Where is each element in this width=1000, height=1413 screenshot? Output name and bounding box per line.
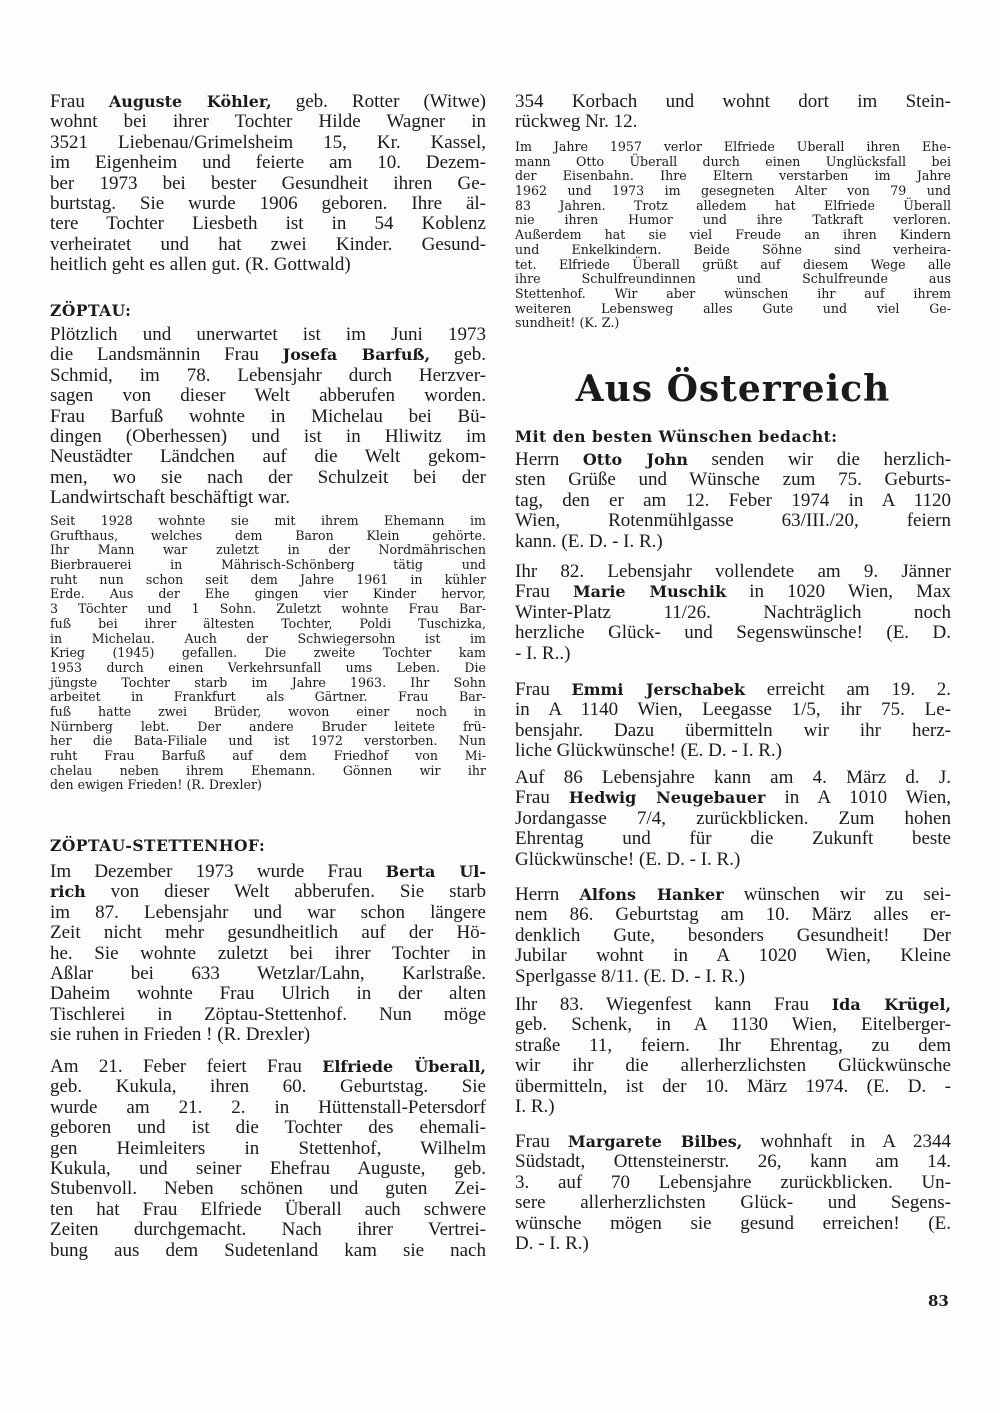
paragraph <box>515 450 951 552</box>
text-line: gen Heimleiters in Stettenhof, Wilhelm <box>50 1137 486 1159</box>
text-line: sundheit! (K. Z.) <box>515 315 620 331</box>
text-line: Grufthaus, welches dem Baron Klein gehörte. <box>50 527 486 543</box>
text-line: arbeitet in Frankfurt als Gärtner. Frau Bar- <box>50 689 486 705</box>
text-line: rich von dieser Welt abberufen. Sie starb <box>50 881 486 903</box>
text-line: Aßlar bei 633 Wetzlar/Lahn, Karlstraße. <box>50 962 486 984</box>
paragraph <box>515 1132 951 1254</box>
text-line: Frau Margarete Bilbes, wohnhaft in A 2344 <box>515 1131 952 1152</box>
text-line: bensjahr. Dazu übermitteln wir ihr herz- <box>515 719 951 741</box>
text-line: Zeit nicht mehr gesundheitlich auf der Hö- <box>50 922 486 944</box>
text-line: Ehrentag und für die Zukunft beste <box>515 828 951 850</box>
text-line: im Eigenheim und feierte am 10. Dezem- <box>50 152 486 174</box>
text-line: die Landsmännin Frau Josefa Barfuß, geb. <box>50 344 487 366</box>
text-line: Bierbrauerei in Mährisch-Schönberg tätig und <box>50 557 486 573</box>
text-line: übermitteln, ist der 10. März 1974. (E. D. - <box>515 1075 951 1097</box>
paragraph <box>515 768 951 870</box>
text-line: Außerdem hat sie viel Freude an ihren Kindern <box>515 227 951 243</box>
text-line: Winter-Platz 11/26. Nachträglich noch <box>515 601 951 623</box>
text-line: den ewigen Frieden! (R. Drexler) <box>50 777 262 793</box>
section-heading <box>50 836 486 856</box>
text-line: Herrn Alfons Hanker wünschen wir zu sei- <box>515 884 951 905</box>
text-line: Tischlerei in Zöptau-Stettenhof. Nun möge <box>50 1003 486 1025</box>
text-line: weiteren Lebensweg alles Gute und viel Ge- <box>515 300 951 316</box>
text-line: tag, den er am 12. Feber 1974 in A 1120 <box>515 489 951 511</box>
text-line: Am 21. Feber feiert Frau Elfriede Überall, <box>50 1056 486 1077</box>
person-name: Otto John <box>582 450 688 469</box>
text-line: sten Grüße und Wünsche zum 75. Geburts- <box>515 469 951 491</box>
paragraph <box>515 562 951 664</box>
text-line: Nürnberg lebt. Der andere Bruder leitete frü- <box>50 718 486 734</box>
text-line: Ihr 82. Lebensjahr vollendete am 9. Jänner <box>515 561 951 582</box>
person-name: Elfriede Überall, <box>322 1057 486 1076</box>
text-line: Daheim wohnte Frau Ulrich in der alten <box>50 983 486 1005</box>
text-line: geb. Kukula, ihren 60. Geburtstag. Sie <box>50 1076 486 1098</box>
text-line: ihre Schulfreundinnen und Schulfreunde aus <box>515 271 951 287</box>
person-name: Hedwig Neugebauer <box>568 788 766 808</box>
text-line: her die Bata-Filiale und ist 1972 verstorben. Nun <box>50 733 486 749</box>
text-line: 354 Korbach und wohnt dort im Stein- <box>515 91 951 112</box>
text-line: sere allerherzlichsten Glück- und Segens- <box>515 1192 951 1214</box>
text-line: Stubenvoll. Neben schönen und guten Zei- <box>50 1178 486 1200</box>
paragraph <box>50 862 486 1046</box>
text-line: sagen von dieser Welt abberufen worden. <box>50 385 486 407</box>
text-line: wohnt bei ihrer Tochter Hilde Wagner in <box>50 111 486 133</box>
text-line: Frau Marie Muschik in 1020 Wien, Max <box>515 581 952 603</box>
text-line: Neustädter Ländchen auf die Welt gekom- <box>50 446 486 468</box>
text-line: tere Tochter Liesbeth ist in 54 Koblenz <box>50 213 486 235</box>
text-line: Sperlgasse 8/11. (E. D. - I. R.) <box>515 965 745 987</box>
text-line: Erde. Aus der Ehe gingen vier Kinder hervor, <box>50 586 486 602</box>
section-heading <box>50 301 486 321</box>
person-name: rich <box>50 882 86 902</box>
text-line: Seit 1928 wohnte sie mit ihrem Ehemann im <box>50 513 486 528</box>
person-name: Josefa Barfuß, <box>282 345 431 365</box>
person-name: Marie Muschik <box>572 582 727 602</box>
text-line: nem 86. Geburtstag am 10. März alles er- <box>515 904 951 926</box>
text-line: chelau neben ihrem Ehemann. Gönnen wir ihr <box>50 762 486 778</box>
text-line: in Michelau. Auch der Schwiegersohn ist im <box>50 630 486 646</box>
text-line: Im Jahre 1957 verlor Elfriede Uberall ihren Ehe- <box>515 139 951 154</box>
section-title: Aus Österreich <box>575 368 891 410</box>
text-line: kann. (E. D. - I. R.) <box>515 530 663 552</box>
text-line: 3521 Liebenau/Grimelsheim 15, Kr. Kassel, <box>50 131 486 153</box>
small-print-paragraph <box>50 514 486 793</box>
paragraph <box>515 92 951 133</box>
text-line: und Enkelkindern. Beide Söhne sind verheira- <box>515 241 951 257</box>
text-line: Frau Emmi Jerschabek erreicht am 19. 2. <box>515 679 951 700</box>
text-line: I. R.) <box>515 1095 555 1117</box>
text-line: ruht Frau Barfuß auf dem Friedhof von Mi- <box>50 748 486 763</box>
text-line: wünsche mögen sie gesund erreichen! (E. <box>515 1212 951 1234</box>
text-line: Ihr 83. Wiegenfest kann Frau Ida Krügel, <box>515 994 951 1015</box>
paragraph <box>50 325 486 509</box>
text-line: Mit den besten Wünschen bedacht: <box>515 427 838 446</box>
text-line: mann Otto Überall durch einen Unglücksfall bei <box>515 153 951 169</box>
person-name: Alfons Hanker <box>579 885 724 904</box>
text-line: Jordangasse 7/4, zurückblicken. Zum hohen <box>515 807 951 829</box>
text-line: herzliche Glück- und Segenswünsche! (E. D. <box>515 622 951 644</box>
text-line: Frau Auguste Köhler, geb. Rotter (Witwe) <box>50 91 486 112</box>
text-line: 1962 und 1973 im gesegneten Alter von 79 und <box>515 183 951 199</box>
paragraph <box>515 885 951 987</box>
text-line: Herrn Otto John senden wir die herzlich- <box>515 449 952 470</box>
text-line: 1953 durch einen Verkehrsunfall ums Leben. Die <box>50 659 486 675</box>
text-line: burtstag. Sie wurde 1906 geboren. Ihre äl- <box>50 192 486 214</box>
text-line: ruht nun schon seit dem Jahre 1961 in kühler <box>50 571 486 587</box>
text-line: rückweg Nr. 12. <box>515 111 638 133</box>
text-line: liche Glückwünsche! (E. D. - I. R.) <box>515 740 782 762</box>
text-line: sie ruhen in Frieden ! (R. Drexler) <box>50 1024 311 1046</box>
text-line: wir ihr die allerherzlichsten Glückwünsche <box>515 1055 951 1077</box>
text-line: Jubilar wohnt in A 1020 Wien, Kleine <box>515 945 951 967</box>
text-line: wurde am 21. 2. in Hüttenstall-Petersdorf <box>50 1096 486 1118</box>
text-line: Glückwünsche! (E. D. - I. R.) <box>515 848 741 870</box>
text-line: Stettenhof. Wir aber wünschen ihr auf ihrem <box>515 285 951 301</box>
person-name: Emmi Jerschabek <box>571 680 746 699</box>
text-line: Südstadt, Ottensteinerstr. 26, kann am 14. <box>515 1151 951 1173</box>
text-line: Frau Barfuß wohnte in Michelau bei Bü- <box>50 405 486 427</box>
text-line: fuß hatte zwei Brüder, wovon einer noch in <box>50 703 486 719</box>
text-line: Krieg (1945) gefallen. Die zweite Tochter kam <box>50 645 486 661</box>
text-line: Plötzlich und unerwartet ist im Juni 1973 <box>50 324 486 345</box>
text-line: - I. R..) <box>515 642 571 664</box>
text-line: 3. auf 70 Lebensjahre zurückblicken. Un- <box>515 1171 951 1193</box>
paragraph <box>515 680 951 762</box>
text-line: dingen (Oberhessen) und ist in Hliwitz im <box>50 425 486 447</box>
text-line: ZÖPTAU: <box>50 301 132 320</box>
text-line: Wien, Rotenmühlgasse 63/III./20, feiern <box>515 510 951 532</box>
person-name: Berta Ul- <box>385 862 486 881</box>
text-line: tet. Elfriede Überall grüßt auf diesem Wege alle <box>515 256 951 272</box>
text-line: der Eisenbahn. Ihre Eltern verstarben im Jahre <box>515 168 951 184</box>
text-line: bung aus dem Sudetenland kam sie nach <box>50 1239 486 1261</box>
text-line: verheiratet und hat zwei Kinder. Gesund- <box>50 233 486 255</box>
text-line: in A 1140 Wien, Leegasse 1/5, ihr 75. Le- <box>515 699 951 721</box>
text-line: he. Sie wohnte zuletzt bei ihrer Tochter in <box>50 942 486 964</box>
text-line: fuß bei ihrer ältesten Tochter, Poldi Tuschizka, <box>50 615 486 631</box>
person-name: Auguste Köhler, <box>108 92 272 111</box>
text-line: Im Dezember 1973 wurde Frau Berta Ul- <box>50 861 486 882</box>
person-name: Ida Krügel, <box>831 995 951 1014</box>
text-line: heitlich geht es allen gut. (R. Gottwald) <box>50 254 351 276</box>
paragraph <box>515 995 951 1117</box>
text-line: ZÖPTAU-STETTENHOF: <box>50 836 266 855</box>
text-line: Kukula, und seiner Ehefrau Auguste, geb. <box>50 1157 486 1179</box>
text-line: denklich Gute, besonders Gesundheit! Der <box>515 924 951 946</box>
text-line: Ihr Mann war zuletzt in der Nordmährischen <box>50 542 486 558</box>
paragraph <box>50 1057 486 1261</box>
text-line: Frau Hedwig Neugebauer in A 1010 Wien, <box>515 787 951 809</box>
text-line: jüngste Tochter starb im Jahre 1963. Ihr Sohn <box>50 674 486 690</box>
text-line: geboren und ist die Tochter des ehemali- <box>50 1117 486 1139</box>
text-line: Landwirtschaft beschäftigt war. <box>50 487 291 509</box>
text-line: nie ihren Humor und ihre Tatkraft verloren. <box>515 212 951 228</box>
text-line: 83 Jahren. Trotz alledem hat Elfriede Überall <box>515 197 951 213</box>
text-line: D. - I. R.) <box>515 1232 589 1254</box>
text-line: ber 1973 bei bester Gesundheit ihren Ge- <box>50 172 486 194</box>
text-line: geb. Schenk, in A 1130 Wien, Eitelberger- <box>515 1014 951 1036</box>
text-line: ten hat Frau Elfriede Überall auch schwere <box>50 1198 486 1220</box>
small-print-paragraph <box>515 140 951 331</box>
text-line: im 87. Lebensjahr und war schon längere <box>50 901 486 923</box>
text-line: Zeiten durchgemacht. Nach ihrer Vertrei- <box>50 1219 486 1241</box>
text-line: straße 11, feiern. Ihr Ehrentag, zu dem <box>515 1034 951 1056</box>
text-line: 3 Töchter und 1 Sohn. Zuletzt wohnte Frau Bar- <box>50 601 486 617</box>
text-line: Auf 86 Lebensjahre kann am 4. März d. J. <box>515 767 951 788</box>
text-line: men, wo sie nach der Schulzeit bei der <box>50 466 486 488</box>
page-number: 83 <box>928 1292 949 1310</box>
section-heading <box>515 427 951 447</box>
paragraph <box>50 92 486 276</box>
text-line: Schmid, im 78. Lebensjahr durch Herzver- <box>50 364 486 386</box>
person-name: Margarete Bilbes, <box>567 1132 743 1151</box>
